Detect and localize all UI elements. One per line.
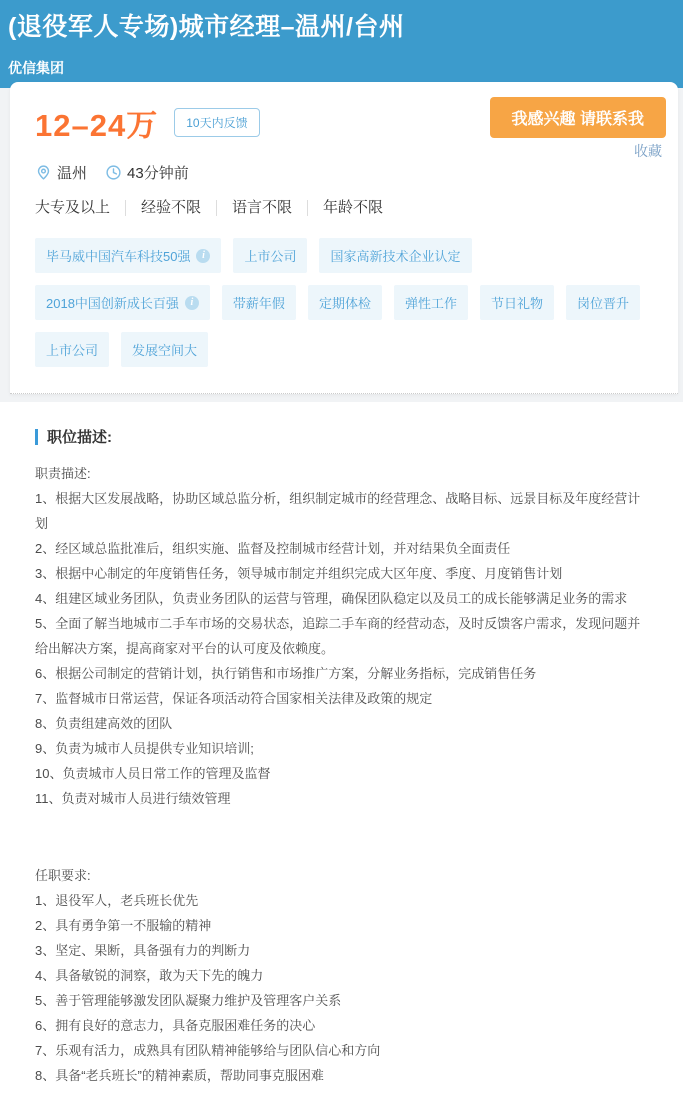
tag-row bbox=[35, 285, 666, 320]
location-item bbox=[35, 162, 87, 183]
description-line: 1、根据大区发展战略，协助区域总监分析，组织制定城市的经营理念、战略目标、远景目标及年度经营计划 bbox=[35, 491, 641, 531]
job-tag bbox=[35, 238, 221, 273]
description-line: 6、根据公司制定的营销计划，执行销售和市场推广方案，分解业务指标，完成销售任务 bbox=[35, 666, 537, 681]
job-tag-label: 2018中国创新成长百强 bbox=[46, 296, 179, 311]
description-line: 1、退役军人，老兵班长优先 bbox=[35, 893, 199, 908]
requirement-list bbox=[35, 863, 648, 1088]
description-line: 6、拥有良好的意志力，具备克服困难任务的决心 bbox=[35, 1018, 316, 1033]
section-title: 职位描述: bbox=[47, 429, 112, 446]
description-line: 5、善于管理能够激发团队凝聚力维护及管理客户关系 bbox=[35, 993, 342, 1008]
description-line: 任职要求: bbox=[35, 868, 91, 883]
description-line: 4、具备敏锐的洞察，敢为天下先的魄力 bbox=[35, 968, 264, 983]
requirement-item: 语言不限 bbox=[216, 200, 307, 216]
location-pin-icon bbox=[35, 164, 52, 181]
salary-value: 12–24万 bbox=[35, 108, 159, 143]
job-summary-card bbox=[10, 82, 678, 394]
favorite-link[interactable]: 收藏 bbox=[634, 143, 662, 159]
job-description-section bbox=[0, 402, 683, 1113]
job-tag-label: 上市公司 bbox=[46, 343, 99, 358]
job-tag-label: 国家高新技术企业认定 bbox=[330, 249, 461, 264]
job-title: (退役军人专场)城市经理–温州/台州 bbox=[8, 13, 405, 41]
job-tag bbox=[35, 332, 109, 367]
description-line: 2、经区域总监批准后，组织实施、监督及控制城市经营计划，并对结果负全面责任 bbox=[35, 541, 511, 556]
posted-time-text: 43分钟前 bbox=[127, 165, 189, 182]
job-tag bbox=[222, 285, 296, 320]
posted-time-item bbox=[105, 162, 189, 183]
description-line: 7、乐观有活力，成熟具有团队精神能够给与团队信心和方向 bbox=[35, 1043, 381, 1058]
job-tag bbox=[35, 285, 210, 320]
job-tag-label: 发展空间大 bbox=[132, 343, 198, 358]
job-tag-label: 带薪年假 bbox=[232, 296, 285, 311]
description-line: 4、组建区域业务团队，负责业务团队的运营与管理，确保团队稳定以及员工的成长能够满足业务的需求 bbox=[35, 591, 628, 606]
requirement-item: 年龄不限 bbox=[307, 200, 398, 216]
description-line: 7、监督城市日常运营，保证各项活动符合国家相关法律及政策的规定 bbox=[35, 691, 433, 706]
section-head bbox=[35, 426, 648, 447]
feedback-badge: 10天内反馈 bbox=[174, 108, 259, 137]
job-tag bbox=[319, 238, 471, 273]
job-tag-label: 节日礼物 bbox=[490, 296, 543, 311]
duty-list bbox=[35, 461, 648, 811]
requirement-item: 经验不限 bbox=[125, 200, 216, 216]
apply-button[interactable]: 我感兴趣 请联系我 bbox=[490, 97, 666, 138]
job-tag-label: 定期体检 bbox=[318, 296, 371, 311]
tag-row bbox=[35, 238, 666, 273]
job-header bbox=[0, 0, 683, 88]
description-line: 11、负责对城市人员进行绩效管理 bbox=[35, 791, 231, 806]
description-line: 10、负责城市人员日常工作的管理及监督 bbox=[35, 766, 271, 781]
job-tag bbox=[308, 285, 382, 320]
requirement-item: 大专及以上 bbox=[35, 199, 111, 216]
job-tag-label: 毕马威中国汽车科技50强 bbox=[46, 249, 191, 264]
tag-row bbox=[35, 332, 666, 367]
job-tag bbox=[233, 238, 307, 273]
description-line: 职责描述: bbox=[35, 466, 91, 481]
job-tag bbox=[394, 285, 468, 320]
tags-block bbox=[35, 238, 666, 367]
info-icon[interactable]: i bbox=[196, 249, 210, 263]
description-line: 9、负责为城市人员提供专业知识培训; bbox=[35, 741, 254, 756]
job-tag-label: 岗位晋升 bbox=[576, 296, 629, 311]
description-line: 8、负责组建高效的团队 bbox=[35, 716, 173, 731]
company-name[interactable]: 优信集团 bbox=[8, 60, 64, 76]
meta-row bbox=[35, 162, 666, 183]
section-accent-bar bbox=[35, 429, 38, 445]
job-tag-label: 弹性工作 bbox=[404, 296, 457, 311]
job-tag bbox=[480, 285, 554, 320]
description-line: 8、具备“老兵班长”的精神素质，帮助同事克服困难 bbox=[35, 1068, 324, 1083]
description-line: 2、具有勇争第一不服输的精神 bbox=[35, 918, 212, 933]
job-tag-label: 上市公司 bbox=[244, 249, 297, 264]
job-tag bbox=[121, 332, 208, 367]
description-line: 5、全面了解当地城市二手车市场的交易状态，追踪二手车商的经营动态，及时反馈客户需求，发现问题并给出解决方案，提高商家对平台的认可度及依赖度。 bbox=[35, 616, 641, 656]
location-text: 温州 bbox=[57, 165, 88, 182]
basic-requirements-row bbox=[35, 200, 666, 216]
description-line: 3、坚定、果断，具备强有力的判断力 bbox=[35, 943, 251, 958]
description-line: 3、根据中心制定的年度销售任务，领导城市制定并组织完成大区年度、季度、月度销售计划 bbox=[35, 566, 563, 581]
info-icon[interactable]: i bbox=[185, 296, 199, 310]
job-tag bbox=[566, 285, 640, 320]
clock-icon bbox=[105, 164, 122, 181]
